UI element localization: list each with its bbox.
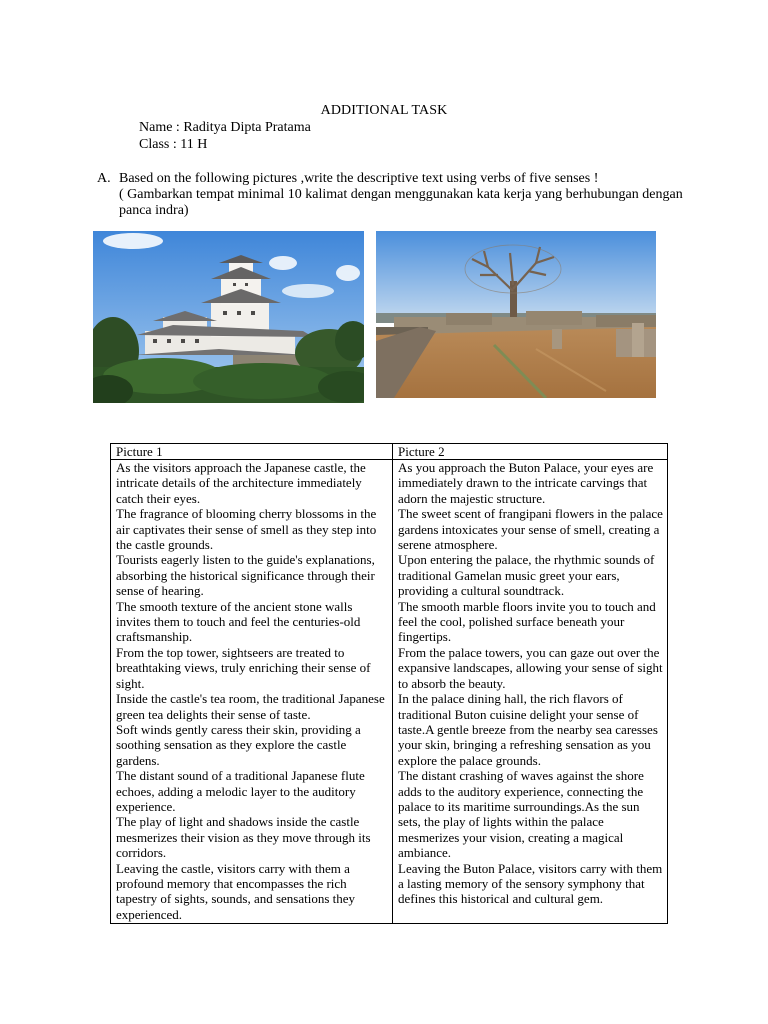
- picture-1-description: As the visitors approach the Japanese castle, the intricate details of the architecture immediately catch their eyes. The fragrance of blooming cherry blossoms in the air captivates their sense of smell as they step into the castle grounds. Tourists eagerly listen to the guide's explanations, absorbing the historical significance through their sense of hearing. The smooth texture of the ancient stone walls invites them to touch and feel the centuries-old craftsmanship. From the top tower, sightseers are treated to breathtaking views, truly enriching their sense of sight. Inside the castle's tea room, the traditional Japanese green tea delights their sense of taste. Soft winds gently caress their skin, providing a soothing sensation as they explore the castle gardens. The distant sound of a traditional Japanese flute echoes, adding a melodic layer to the auditory experience. The play of light and shadows inside the castle mesmerizes their vision as they move through its corridors. Leaving the castle, visitors carry with them a profound memory that encompasses the rich tapestry of sights, sounds, and sensations they experienced.: [111, 460, 393, 924]
- table-row: [111, 460, 668, 924]
- task-letter: A.: [97, 171, 111, 186]
- page-title: ADDITIONAL TASK: [320, 103, 448, 118]
- japanese-castle-photo: [93, 231, 364, 403]
- task-instruction: Based on the following pictures ,write the descriptive text using verbs of five senses ! ( Gambarkan tempat minimal 10 kalimat dengan menggunakan kata kerja yang berhubungan dengan panca indra): [119, 171, 683, 218]
- column-header-picture-2: Picture 2: [393, 444, 668, 460]
- student-class: Class : 11 H: [139, 137, 208, 152]
- buton-palace-image: [376, 231, 656, 398]
- column-header-picture-1: Picture 1: [111, 444, 393, 460]
- japanese-castle-image: [93, 231, 364, 403]
- student-name: Name : Raditya Dipta Pratama: [139, 120, 311, 135]
- table-header-row: [111, 444, 668, 460]
- picture-2-description: As you approach the Buton Palace, your eyes are immediately drawn to the intricate carvings that adorn the majestic structure. The sweet scent of frangipani flowers in the palace gardens intoxicates your sense of smell, creating a serene atmosphere. Upon entering the palace, the rhythmic sounds of traditional Gamelan music greet your ears, providing a cultural soundtrack. The smooth marble floors invite you to touch and feel the cool, polished surface beneath your fingertips. From the palace towers, you can gaze out over the expansive landscapes, allowing your sense of sight to absorb the beauty. In the palace dining hall, the rich flavors of traditional Buton cuisine delight your sense of taste.A gentle breeze from the nearby sea caresses your skin, bringing a refreshing sensation as you explore the palace grounds. The distant crashing of waves against the shore adds to the auditory experience, connecting the palace to its maritime surroundings.As the sun sets, the play of lights within the palace mesmerizes your vision, creating a magical ambiance. Leaving the Buton Palace, visitors carry with them a lasting memory of the sensory symphony that defines this historical and cultural gem.: [393, 460, 668, 924]
- senses-table: [110, 443, 668, 924]
- buton-palace-photo: [376, 231, 656, 398]
